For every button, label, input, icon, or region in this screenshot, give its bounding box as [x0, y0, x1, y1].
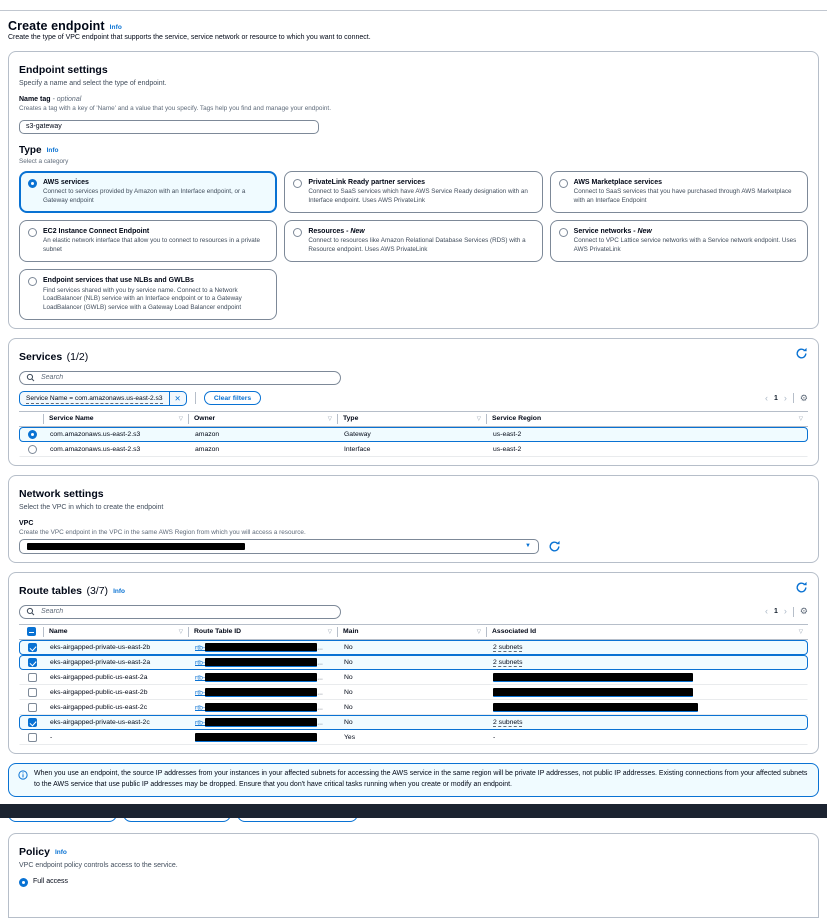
type-card-description: Connect to SaaS services that you have purchased through AWS Marketplace with an Interface Endpoint [573, 188, 792, 204]
route-name-cell: eks-airgapped-private-us-east-2a [50, 658, 151, 666]
redacted-associated-id [493, 703, 698, 712]
divider [793, 607, 794, 617]
route-table-row[interactable] [19, 700, 808, 715]
region-cell: us-east-2 [493, 430, 522, 438]
route-tables-title: Route tables (3/7) Info [19, 584, 125, 597]
type-card-marketplace[interactable] [550, 171, 808, 213]
type-card-service-networks[interactable] [550, 220, 808, 262]
main-cell: No [344, 673, 353, 681]
route-table-id-cell: rtb- ... [195, 659, 323, 667]
type-card-title: PrivateLink Ready partner services [308, 178, 426, 186]
next-page-icon[interactable]: › [783, 606, 787, 617]
associated-id-cell [487, 673, 807, 682]
route-tables-pagination [765, 607, 808, 617]
services-table-header [19, 411, 808, 427]
type-card-title: Resources - New [308, 227, 365, 235]
services-card [8, 338, 819, 466]
info-circle-icon [18, 769, 28, 785]
type-card-description: Connect to SaaS services which have AWS Service Ready designation with an Interface endpoint. Uses AWS PrivateLink [308, 188, 528, 204]
type-card-title: Service networks - New [573, 227, 652, 235]
gear-icon[interactable]: ⚙ [799, 392, 808, 403]
radio-icon[interactable] [293, 228, 302, 237]
services-search-input[interactable] [39, 373, 334, 382]
page-title-text: Create endpoint [8, 19, 105, 33]
network-settings-subtitle: Select the VPC in which to create the endpoint [19, 503, 164, 511]
associated-id-cell [487, 644, 807, 651]
checkbox-unchecked[interactable] [28, 733, 37, 742]
checkbox-unchecked[interactable] [28, 688, 37, 697]
subnets-popover-link[interactable]: 2 subnets [493, 658, 523, 666]
redacted-associated-id [493, 688, 693, 697]
create-endpoint-page [0, 10, 827, 886]
top-divider [0, 10, 827, 11]
remove-filter-icon[interactable]: ✕ [169, 392, 186, 405]
main-cell: No [344, 658, 353, 666]
alert-text: When you use an endpoint, the source IP addresses from your instances in your affected subnets for accessing the AWS service in the same region will be private IP addresses, not public IP addresses. Existing connections from your affected subnets to the AWS service that use public IP addresses may be dropped. Ensure that you don't have critical tasks running when you create or modify an endpoint. [34, 769, 808, 788]
type-card-aws-services[interactable] [19, 171, 277, 213]
services-search-box[interactable] [19, 371, 341, 385]
full-access-option[interactable] [19, 877, 808, 887]
services-title: Services (1/2) [19, 350, 89, 363]
associated-id-cell [487, 719, 807, 726]
policy-subtitle: VPC endpoint policy controls access to the service. [19, 861, 178, 869]
type-card-endpoint-services-nlb-gwlb[interactable] [19, 269, 277, 320]
subnets-popover-link[interactable]: 2 subnets [493, 718, 523, 726]
main-cell: No [344, 718, 353, 726]
name-tag-input[interactable] [19, 120, 319, 134]
redacted-route-table-id [205, 673, 317, 682]
full-access-label: Full access [33, 878, 69, 886]
endpoint-settings-title: Endpoint settings [19, 64, 108, 76]
service-name-cell: com.amazonaws.us-east-2.s3 [50, 445, 141, 453]
sort-icon[interactable]: ▽ [327, 628, 332, 635]
page-number[interactable]: 1 [774, 608, 778, 616]
radio-selected-icon[interactable] [28, 430, 37, 439]
checkbox-unchecked[interactable] [28, 673, 37, 682]
refresh-icon[interactable] [548, 540, 561, 553]
route-name-cell: eks-airgapped-public-us-east-2b [50, 688, 148, 696]
type-card-title: EC2 Instance Connect Endpoint [43, 227, 150, 235]
route-name-cell: eks-airgapped-public-us-east-2a [50, 673, 148, 681]
route-name-cell: - [50, 733, 53, 741]
column-header-name[interactable]: Name ▽ [43, 627, 188, 637]
route-tables-table [19, 624, 808, 745]
sort-icon[interactable]: ▽ [476, 628, 481, 635]
radio-icon[interactable] [28, 228, 37, 237]
route-table-row[interactable] [19, 640, 808, 655]
associated-id-cell [487, 688, 807, 697]
route-table-id-cell [189, 733, 338, 742]
route-table-id-link[interactable]: rtb- [195, 659, 206, 667]
route-name-cell: eks-airgapped-private-us-east-2b [50, 643, 151, 651]
column-header-service-name[interactable]: Service Name ▽ [43, 414, 188, 424]
redacted-route-table-id [205, 688, 317, 697]
service-name-cell: com.amazonaws.us-east-2.s3 [50, 430, 141, 438]
search-icon [26, 603, 35, 621]
route-name-cell: eks-airgapped-public-us-east-2c [50, 703, 148, 711]
route-table-row[interactable] [19, 685, 808, 700]
main-cell: No [344, 643, 353, 651]
checkbox-checked[interactable] [28, 658, 37, 667]
redacted-vpc-value [27, 543, 245, 550]
associated-id-cell: - [493, 733, 496, 741]
route-tables-table-header [19, 624, 808, 640]
next-page-icon[interactable]: › [783, 392, 787, 403]
radio-icon[interactable] [559, 179, 568, 188]
new-badge: - New [344, 227, 365, 235]
gear-icon[interactable]: ⚙ [799, 606, 808, 617]
route-table-id-cell: rtb- ... [195, 704, 323, 712]
policy-title: Policy [19, 845, 50, 858]
services-table [19, 411, 808, 457]
page-info-link[interactable]: Info [109, 24, 122, 31]
main-cell: No [344, 688, 353, 696]
type-category-grid [19, 171, 808, 320]
route-table-id-cell: rtb- ... [195, 689, 323, 697]
column-header-main[interactable]: Main ▽ [337, 627, 486, 637]
type-help: Select a category [19, 157, 69, 165]
route-tables-count: (3/7) [86, 584, 109, 597]
associated-id-cell [487, 659, 807, 666]
sort-icon[interactable]: ▽ [798, 628, 803, 635]
route-table-row[interactable] [19, 655, 808, 670]
redacted-route-table-id [205, 643, 317, 652]
sort-icon[interactable]: ▽ [178, 628, 183, 635]
type-cell: Interface [344, 445, 371, 453]
main-cell: No [344, 703, 353, 711]
sort-icon[interactable]: ▽ [178, 415, 183, 422]
services-count: (1/2) [66, 350, 89, 363]
radio-selected-icon[interactable] [28, 179, 37, 188]
policy-card [8, 833, 819, 918]
type-card-description: Connect to VPC Lattice service networks with a Service network endpoint. Uses AWS PrivateLink [573, 237, 797, 254]
type-info-link[interactable]: Info [46, 146, 59, 154]
route-table-id-cell: rtb- ... [195, 644, 323, 652]
route-tables-card [8, 572, 819, 754]
route-table-id-link[interactable]: rtb- [195, 644, 206, 652]
service-row-interface[interactable] [19, 442, 808, 457]
type-card-title: Endpoint services that use NLBs and GWLBs [43, 276, 194, 284]
route-tables-info-link[interactable]: Info [113, 587, 125, 595]
select-all-checkbox[interactable] [27, 627, 36, 636]
column-header-type[interactable]: Type ▽ [337, 414, 486, 424]
endpoint-settings-card [8, 51, 819, 329]
type-card-title: AWS Marketplace services [573, 178, 662, 186]
refresh-icon[interactable] [795, 581, 808, 594]
radio-icon[interactable] [559, 228, 568, 237]
page-subtitle: Create the type of VPC endpoint that supports the service, service network or resource to which you want to connect. [8, 34, 371, 41]
type-cell: Gateway [344, 430, 371, 438]
main-cell: Yes [344, 733, 356, 741]
divider [793, 393, 794, 403]
route-table-id-link[interactable]: rtb- [195, 704, 206, 712]
endpoint-settings-subtitle: Specify a name and select the type of endpoint. [19, 80, 167, 87]
filter-token [19, 391, 187, 406]
type-card-description: Find services shared with you by service name. Connect to a Network LoadBalancer (NLB) service with an Interface endpoint or to a Gateway LoadBalancer (GWLB) service with a Gateway Load Balancer endpoint [43, 286, 242, 312]
new-badge: - New [631, 227, 652, 235]
column-header-associated-id[interactable]: Associated Id ▽ [486, 627, 808, 637]
route-table-id-link[interactable]: rtb- [195, 719, 206, 727]
refresh-icon[interactable] [795, 347, 808, 360]
redacted-route-table-id [205, 718, 317, 727]
region-cell: us-east-2 [493, 445, 522, 453]
route-table-id-link[interactable]: rtb- [195, 674, 206, 682]
owner-cell: amazon [195, 445, 220, 453]
radio-icon[interactable] [293, 179, 302, 188]
type-card-title: AWS services [43, 178, 89, 186]
column-header-service-region[interactable]: Service Region ▽ [486, 414, 808, 424]
endpoint-info-alert [8, 763, 819, 797]
subnets-popover-link[interactable]: 2 subnets [493, 643, 523, 651]
type-card-resources[interactable] [284, 220, 542, 262]
vpc-select[interactable] [19, 539, 539, 554]
route-table-row[interactable] [19, 730, 808, 745]
policy-info-link[interactable]: Info [54, 848, 67, 856]
bottom-dark-bar [0, 804, 827, 818]
page-title [8, 19, 819, 33]
name-tag-help: Creates a tag with a key of 'Name' and a value that you specify. Tags help you find and manage your endpoint. [19, 105, 331, 112]
vpc-help: Create the VPC endpoint in the VPC in the same AWS Region from which you will access a resource. [19, 528, 306, 536]
column-header-route-table-id[interactable]: Route Table ID ▽ [188, 627, 337, 637]
name-tag-optional: - optional [52, 96, 82, 103]
sort-icon[interactable]: ▽ [798, 415, 803, 422]
search-icon [26, 369, 35, 387]
chevron-down-icon: ▼ [525, 543, 531, 550]
network-settings-title: Network settings [19, 487, 104, 500]
route-tables-search-input[interactable] [39, 607, 334, 616]
type-card-description: Connect to resources like Amazon Relational Database Services (RDS) with a Resource endpoint. Uses AWS PrivateLink [308, 237, 526, 254]
checkbox-checked[interactable] [28, 718, 37, 727]
sort-icon[interactable]: ▽ [476, 415, 481, 422]
previous-page-icon[interactable]: ‹ [765, 392, 769, 403]
type-label: Type Info [19, 144, 59, 156]
radio-selected-icon[interactable] [19, 878, 28, 887]
network-settings-card [8, 475, 819, 563]
redacted-route-table-id [205, 703, 317, 712]
owner-cell: amazon [195, 430, 220, 438]
redacted-route-table-id [205, 658, 317, 667]
route-table-row[interactable] [19, 715, 808, 730]
route-table-id-link[interactable]: rtb- [195, 689, 206, 697]
clear-filters-button[interactable]: Clear filters [204, 391, 261, 405]
redacted-associated-id [493, 673, 693, 682]
route-table-id-cell: rtb- ... [195, 719, 323, 727]
previous-page-icon[interactable]: ‹ [765, 606, 769, 617]
name-tag-label: Name tag - optional [19, 96, 82, 103]
services-pagination [765, 393, 808, 403]
route-name-cell: eks-airgapped-private-us-east-2c [50, 718, 150, 726]
column-header-owner[interactable]: Owner ▽ [188, 414, 337, 424]
type-card-description: Connect to services provided by Amazon with an Interface endpoint, or a Gateway endpoint [43, 188, 246, 204]
sort-icon[interactable]: ▽ [327, 415, 332, 422]
type-card-ec2-instance-connect[interactable] [19, 220, 277, 262]
service-row-gateway[interactable] [19, 427, 808, 442]
type-card-description: An elastic network interface that allow you to connect to resources in a private subnet [43, 237, 261, 254]
divider [195, 392, 196, 404]
route-tables-search-box[interactable] [19, 605, 341, 619]
type-card-privatelink-partner[interactable] [284, 171, 542, 213]
checkbox-checked[interactable] [28, 643, 37, 652]
page-number[interactable]: 1 [774, 394, 778, 402]
route-table-id-cell: rtb- ... [195, 674, 323, 682]
associated-id-cell [487, 703, 807, 712]
filter-token-label: Service Name = com.amazonaws.us-east-2.s3 [26, 394, 163, 402]
checkbox-unchecked[interactable] [28, 703, 37, 712]
radio-icon[interactable] [28, 445, 37, 454]
route-table-row[interactable] [19, 670, 808, 685]
radio-icon[interactable] [28, 277, 37, 286]
redacted-route-table-id [195, 733, 317, 742]
vpc-label: VPC [19, 519, 34, 527]
